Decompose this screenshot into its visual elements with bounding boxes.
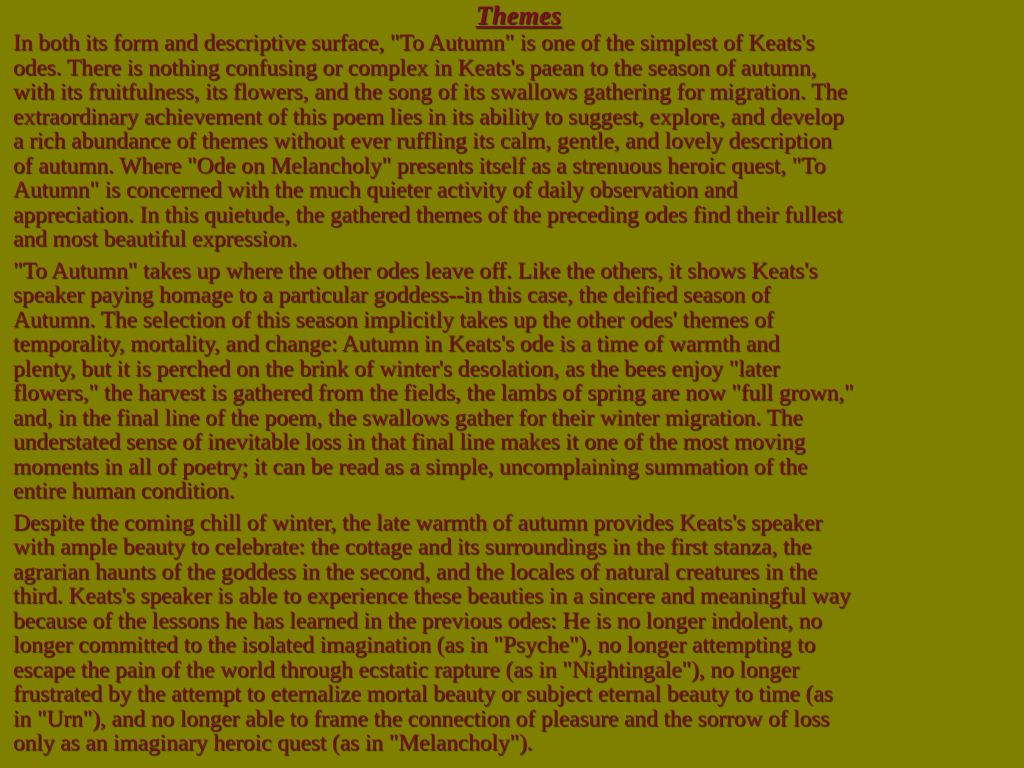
text-line: escape the pain of the world through ecstatic rapture (as in "Nightingale"), no longer [13, 656, 799, 683]
text-line: Despite the coming chill of winter, the late warmth of autumn provides Keats's speaker [13, 509, 823, 536]
text-line: appreciation. In this quietude, the gathered themes of the preceding odes find their fullest [13, 201, 843, 228]
text-line: longer committed to the isolated imagination (as in "Psyche"), no longer attempting to [13, 632, 816, 658]
text-line: with its fruitfulness, its flowers, and the song of its swallows gathering for migration. The [13, 79, 848, 105]
text-line: In both its form and descriptive surface, "To Autumn" is one of the simplest of Keats's [13, 30, 815, 56]
text-line: odes. There is nothing confusing or complex in Keats's paean to the season of autumn, [13, 54, 817, 81]
page-title: Themes [475, 1, 562, 30]
text-line: flowers," the harvest is gathered from the fields, the lambs of spring are now "full grown," [13, 380, 854, 406]
paragraph-2 [13, 259, 1024, 504]
text-line: plenty, but it is perched on the brink of winter's desolation, as the bees enjoy "later [13, 355, 780, 382]
text-line: "To Autumn" takes up where the other odes leave off. Like the others, it shows Keats's [13, 257, 818, 284]
text-line: of autumn. Where "Ode on Melancholy" presents itself as a strenuous heroic quest, "To [13, 152, 826, 179]
text-line: speaker paying homage to a particular goddess--in this case, the deified season of [13, 282, 771, 308]
text-line: understated sense of inevitable loss in that final line makes it one of the most moving [13, 429, 806, 455]
text-line: entire human condition. [13, 478, 235, 504]
text-line: agrarian haunts of the goddess in the second, and the locales of natural creatures in the [13, 558, 818, 585]
text-line: and, in the final line of the poem, the swallows gather for their winter migration. The [13, 404, 803, 431]
text-line: moments in all of poetry; it can be read as a simple, uncomplaining summation of the [13, 453, 808, 480]
paragraph-3 [13, 511, 1024, 756]
text-line: and most beautiful expression. [13, 226, 298, 252]
text-line: in "Urn"), and no longer able to frame the connection of pleasure and the sorrow of loss [13, 705, 830, 732]
text-line: only as an imaginary heroic quest (as in "Melancholy"). [13, 730, 533, 756]
text-line: third. Keats's speaker is able to experience these beauties in a sincere and meaningful way [13, 583, 851, 609]
text-line: extraordinary achievement of this poem lies in its ability to suggest, explore, and develop [13, 103, 844, 130]
text-line: Autumn" is concerned with the much quieter activity of daily observation and [13, 177, 738, 203]
text-line: temporality, mortality, and change: Autumn in Keats's ode is a time of warmth and [13, 331, 780, 357]
text-line: Autumn. The selection of this season implicitly takes up the other odes' themes of [13, 306, 774, 333]
paragraph-1 [13, 31, 1024, 252]
text-line: frustrated by the attempt to eternalize mortal beauty or subject eternal beauty to time (as [13, 681, 833, 707]
text-line: with ample beauty to celebrate: the cottage and its surroundings in the first stanza, the [13, 534, 812, 560]
text-line: a rich abundance of themes without ever ruffling its calm, gentle, and lovely description [13, 128, 832, 154]
text-line: because of the lessons he has learned in the previous odes: He is no longer indolent, no [13, 607, 822, 634]
